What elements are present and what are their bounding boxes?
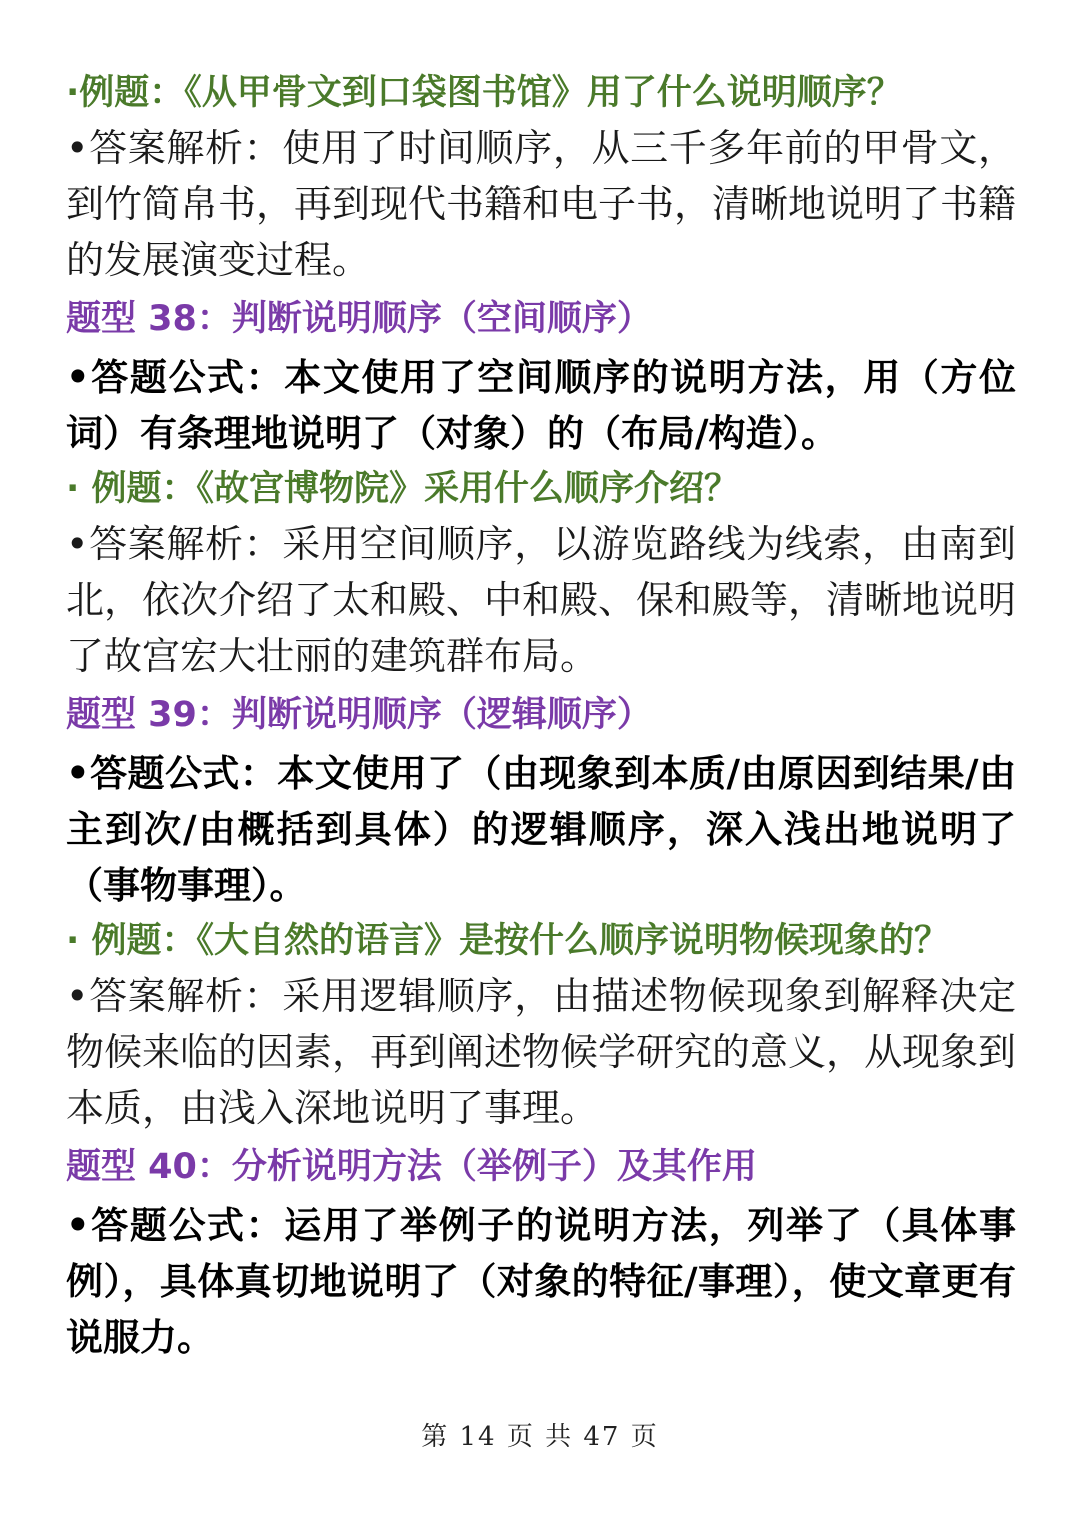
answer-formula: •答题公式：本文使用了（由现象到本质/由原因到结果/由主到次/由概括到具体）的逻辑顺序，深入浅出地说明了（事物事理）。 bbox=[66, 752, 1016, 907]
answer-analysis: •答案解析：采用空间顺序，以游览路线为线索，由南到北，依次介绍了太和殿、中和殿、保和殿等，清晰地说明了故宫宏大壮丽的建筑群布局。 bbox=[66, 522, 1017, 678]
example-question: ·例题：《从甲骨文到口袋图书馆》用了什么说明顺序？ bbox=[66, 73, 902, 113]
answer-formula: •答题公式：运用了举例子的说明方法，列举了（具体事例），具体真切地说明了（对象的特征/事理），使文章更有说服力。 bbox=[66, 1204, 1016, 1359]
page-number-footer: 第 14 页 共 47 页 bbox=[421, 1422, 659, 1452]
question-type-heading: 题型 39：判断说明顺序（逻辑顺序） bbox=[66, 695, 652, 735]
answer-analysis: •答案解析：使用了时间顺序，从三千多年前的甲骨文，到竹简帛书，再到现代书籍和电子书，清晰地说明了书籍的发展演变过程。 bbox=[66, 126, 1017, 282]
example-question: · 例题：《大自然的语言》是按什么顺序说明物候现象的？ bbox=[66, 921, 949, 961]
answer-analysis: •答案解析：采用逻辑顺序，由描述物候现象到解释决定物候来临的因素，再到阐述物候学研究的意义，从现象到本质，由浅入深地说明了事理。 bbox=[66, 974, 1017, 1130]
answer-formula: •答题公式：本文使用了空间顺序的说明方法，用（方位词）有条理地说明了（对象）的（布局/构造）。 bbox=[66, 356, 1016, 455]
question-type-heading: 题型 38：判断说明顺序（空间顺序） bbox=[66, 299, 652, 339]
example-question: · 例题：《故宫博物院》采用什么顺序介绍？ bbox=[66, 469, 739, 509]
question-type-heading: 题型 40：分析说明方法（举例子）及其作用 bbox=[66, 1147, 757, 1187]
document-page bbox=[66, 66, 1016, 1366]
